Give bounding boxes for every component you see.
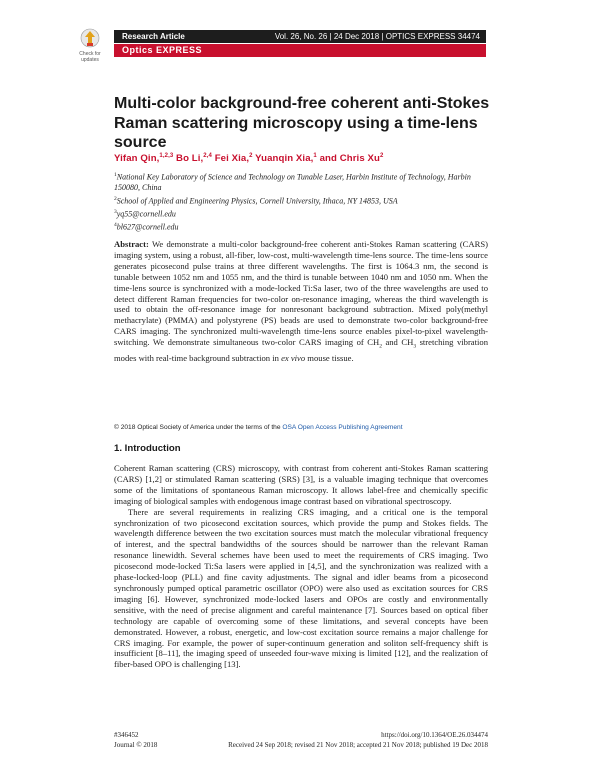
page-footer xyxy=(114,730,488,750)
article-title: Multi-color background-free coherent anti-Stokes Raman scattering microscopy using a time-lens source xyxy=(114,95,490,151)
affiliation-number: 3 xyxy=(114,208,117,215)
abstract-label: Abstract: xyxy=(114,239,149,249)
author-name: Yifan Qin, xyxy=(114,153,160,165)
open-access-agreement-link[interactable]: OSA Open Access Publishing Agreement xyxy=(282,424,403,431)
journal-logo xyxy=(122,44,202,57)
abstract-text: and CH xyxy=(381,337,414,348)
abstract xyxy=(114,239,488,364)
journal-header-bar xyxy=(114,30,486,43)
subscript: 2 xyxy=(379,343,382,350)
paragraph: Coherent Raman scattering (CRS) microscopy, with contrast from coherent anti-Stokes Raman scattering (CARS) [1,2] or stimulated Raman scattering (SRS) [3], is a valuable imaging technique that overcomes some of the limitations of spontaneous Raman microscopy. It allows label-free and chemically specific imaging of biological samples with endogenous image contrast based on vibrational spectroscopy. xyxy=(114,463,488,506)
publication-dates: Received 24 Sep 2018; revised 21 Nov 2018; accepted 21 Nov 2018; published 19 Dec 2018 xyxy=(228,741,488,749)
author-name: Bo Li, xyxy=(176,153,204,165)
paragraph: There are several requirements in realizing CRS imaging, and a critical one is the temporal synchronization of two picosecond excitation sources, which provide the pump and Stokes fields. The wavelength difference between the two excitation sources must match the molecular vibrational frequency of interest, and the spectral bandwidths of the sources should be narrower than the relevant Raman resonance linewidth. Several schemes have been used to meet the requirements of CRS imaging. Two picosecond mode-locked Ti:Sa lasers were applied in [4,5], and the synchronization was realized with a phase-locked-loop (PLL) and fine cavity adjustments. The signal and idler beams from a picosecond synchronously pumped optical parametric oscillator (OPO) were also used as excitation sources for CRS imaging [6]. However, synchronized mode-locked lasers and OPOs are costly and environmentally sensitive, with the need of precise alignment and careful maintenance [7]. Sources based on optical fiber technology are capable of overcoming some of these limitations, and several concepts have been demonstrated. However, a robust, energetic, and low-cost excitation source remains a major challenge for CRS imaging. For example, the power of super-continuum generation and soliton self-frequency shift is insufficient [8–11], the imaging speed of unseeded four-wave mixing is limited [12], and the realization of fiber-based OPO is challenging [13]. xyxy=(114,506,488,670)
author-list xyxy=(114,153,494,164)
check-for-updates-icon xyxy=(80,28,100,50)
manuscript-id: #346452 xyxy=(114,731,139,739)
article-type: Research Article xyxy=(122,32,185,41)
doi-link[interactable]: https://doi.org/10.1364/OE.26.034474 xyxy=(381,731,488,739)
journal-brand-bar xyxy=(114,44,486,57)
abstract-text: stretching vibration modes with real-time background subtraction in xyxy=(114,337,488,363)
affiliation-item xyxy=(114,194,494,207)
affiliation-number: 1 xyxy=(114,172,117,178)
abstract-text: mouse tissue. xyxy=(305,352,354,363)
copyright-notice xyxy=(114,424,494,431)
affiliation-item xyxy=(114,220,494,233)
check-for-updates-badge[interactable] xyxy=(76,28,104,63)
author-affiliation-mark: 2 xyxy=(249,153,253,159)
author-affiliation-mark: 2 xyxy=(379,153,384,159)
copyright-text: © 2018 Optical Society of America under the terms of the xyxy=(114,424,283,431)
author-affiliation-mark: 1 xyxy=(313,153,317,159)
affiliation-number: 2 xyxy=(114,195,117,202)
author-affiliation-mark: 1,2,3 xyxy=(159,153,174,159)
affiliation-item xyxy=(114,207,494,220)
author-name: Yuanqin Xia, xyxy=(255,153,314,165)
email-link[interactable]: bl627@cornell.edu xyxy=(116,222,179,232)
body-text xyxy=(114,463,488,670)
section-heading: 1. Introduction xyxy=(114,443,181,454)
journal-prefix: Optics xyxy=(122,45,154,55)
abstract-text: We demonstrate a multi-color background-free coherent anti-Stokes Raman scattering (CARS) imaging system, using a robust, all-fiber, low-cost, multi-wavelength time-lens source. The time-lens source generates picosecond pulse trains at three different wavelengths. The first is 1064.3 nm, the second is tunable between 1052 nm and 1055 nm, and the third is tunable between 1040 nm and 1050 nm. When the time-lens source is synchronized with a mode-locked Ti:Sa laser, two of the three wavelengths are used to detect different Raman frequencies for two-color on-resonance imaging, whereas the third wavelength is used to obtain the off-resonance image for nonresonant background subtraction. Mixed poly(methyl methacrylate) (PMMA) and polystyrene (PS) beads are used to demonstrate two-color background-free CARS imaging. The synchronized multi-wavelength time-lens source enables pixel-to-pixel wavelength-switching. We demonstrate simultaneous two-color CARS imaging of CH xyxy=(114,239,488,348)
author-name: Fei Xia, xyxy=(214,153,250,165)
affiliation-list xyxy=(114,170,494,233)
affiliation-number: 4 xyxy=(114,221,117,228)
author-name: and Chris Xu xyxy=(319,153,380,165)
journal-copyright: Journal © 2018 xyxy=(114,741,158,749)
affiliation-item xyxy=(114,170,494,194)
abstract-italic: ex vivo xyxy=(281,352,306,363)
subscript: 3 xyxy=(413,343,417,350)
email-link[interactable]: yq55@cornell.edu xyxy=(116,209,176,219)
author-affiliation-mark: 2,4 xyxy=(203,153,212,159)
badge-label: Check for updates xyxy=(79,51,101,63)
journal-suffix: EXPRESS xyxy=(156,45,203,55)
affiliation-text: School of Applied and Engineering Physics, Cornell University, Ithaca, NY 14853, USA xyxy=(116,196,398,206)
affiliation-text: National Key Laboratory of Science and Technology on Tunable Laser, Harbin Institute of Technology, Harbin 150080, China xyxy=(114,172,471,193)
citation: Vol. 26, No. 26 | 24 Dec 2018 | OPTICS EXPRESS 34474 xyxy=(274,32,480,41)
